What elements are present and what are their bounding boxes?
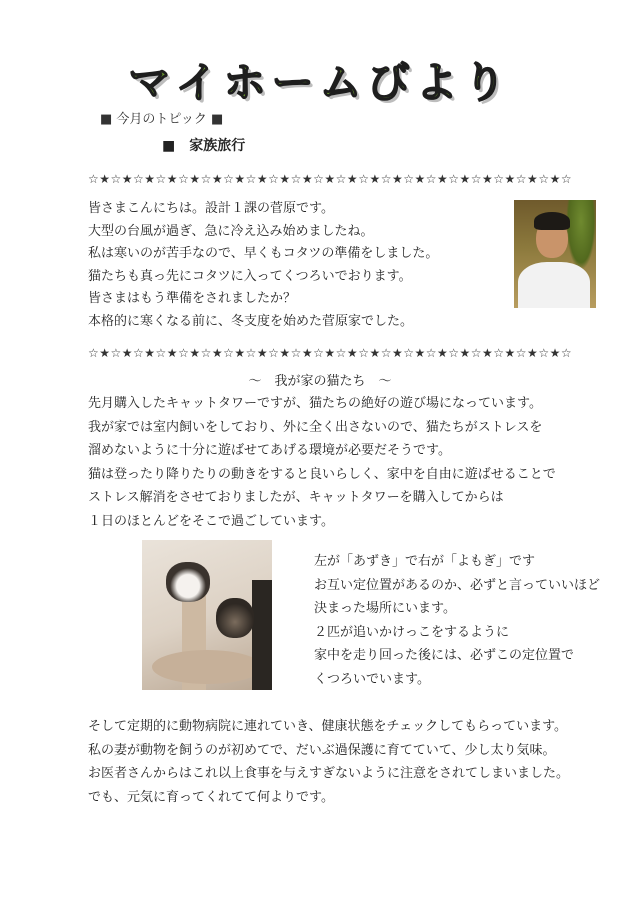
caption-line: 家中を走り回った後には、必ずこの定位置で	[314, 648, 575, 663]
cats-line: １日のほとんどをそこで過ごしています。	[88, 513, 334, 529]
closing-line: でも、元気に育ってくれてて何よりです。	[88, 789, 334, 805]
intro-line: 猫たちも真っ先にコタツに入ってくつろいでおります。	[88, 268, 412, 284]
section-subheading: ～ 我が家の猫たち ～	[248, 374, 392, 389]
cats-line: 溜めないように十分に遊ばせてあげる環境が必要だそうです。	[88, 443, 451, 458]
cats-line: ストレス解消をさせておりましたが、キャットタワーを購入してからは	[88, 490, 504, 505]
intro-line: 大型の台風が過ぎ、急に冷え込み始めましたね。	[88, 223, 374, 239]
caption-line: くつろいでいます。	[314, 671, 430, 687]
cats-line: 猫は登ったり降りたりの動きをすると良いらしく、家中を自由に遊ばせることで	[88, 466, 556, 482]
cats-paragraph	[88, 392, 598, 533]
closing-line: 私の妻が動物を飼うのが初めてで、だいぶ過保護に育てていて、少し太り気味。	[88, 742, 556, 758]
cats-line: 先月購入したキャットタワーですが、猫たちの絶好の遊び場になっています。	[88, 396, 542, 411]
newsletter-title: マイホームびより	[128, 58, 512, 107]
intro-line: 皆さまはもう準備をされましたか？	[88, 291, 297, 306]
topic-title: ■ 家族旅行	[162, 138, 246, 154]
cats-line: 我が家では室内飼いをしており、外に全く出さないので、猫たちがストレスを	[88, 419, 543, 435]
caption-line: ２匹が追いかけっこをするように	[314, 624, 510, 640]
caption-line: 左が「あずき」で右が「よもぎ」です	[314, 554, 536, 569]
intro-line: 皆さまこんにちは。設計１課の菅原です。	[88, 201, 334, 216]
closing-line: そして定期的に動物病院に連れていき、健康状態をチェックしてもらっています。	[88, 719, 568, 734]
cats-photo	[142, 540, 272, 690]
cats-photo-caption	[314, 550, 614, 691]
closing-paragraph	[88, 715, 628, 809]
intro-line: 私は寒いのが苦手なので、早くもコタツの準備をしました。	[88, 246, 439, 261]
caption-line: 決まった場所にいます。	[314, 601, 456, 616]
intro-line: 本格的に寒くなる前に、冬支度を始めた菅原家でした。	[88, 313, 414, 329]
star-divider-top: ☆★☆★☆★☆★☆★☆★☆★☆★☆★☆★☆★☆★☆★☆★☆★☆★☆★☆★☆★☆★☆★☆	[88, 172, 573, 186]
intro-paragraph	[88, 198, 508, 333]
star-divider-bottom: ☆★☆★☆★☆★☆★☆★☆★☆★☆★☆★☆★☆★☆★☆★☆★☆★☆★☆★☆★☆★☆★☆	[88, 346, 573, 360]
author-photo	[514, 200, 596, 308]
topic-header: ■ 今月のトピック ■	[100, 112, 224, 127]
caption-line: お互い定位置があるのか、必ずと言っていいほど	[314, 577, 601, 593]
closing-line: お医者さんからはこれ以上食事を与えすぎないように注意をされてしまいました。	[88, 766, 570, 781]
